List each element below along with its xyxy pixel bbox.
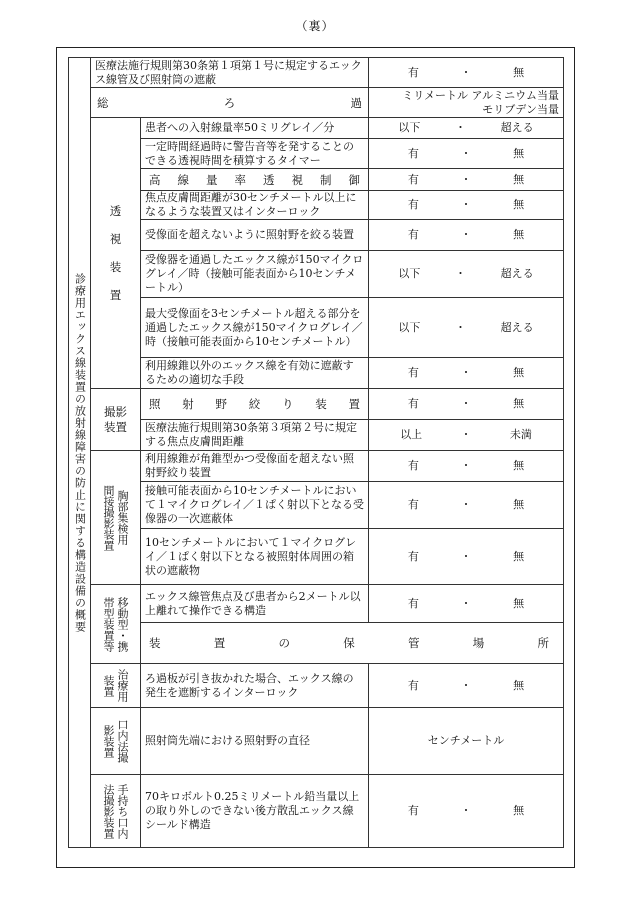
structure-table xyxy=(68,57,564,848)
option-2[interactable]: 無 xyxy=(513,366,525,379)
row-label: 10センチメートルにおいて１マイクログレイ／１ぱく射以下となる被照射体周囲の箱状の遮蔽物 xyxy=(141,529,369,585)
option-1[interactable]: 以下 xyxy=(398,320,421,334)
row-label: 受像面を超えないように照射野を絞る装置 xyxy=(141,220,369,251)
option-1[interactable]: 有 xyxy=(407,65,419,79)
row-label: 70キロボルト0.25ミリメートル鉛当量以上の取り外しのできない後方散乱エックス線シールド構造 xyxy=(141,775,369,848)
row-mobile-1 xyxy=(69,585,564,623)
option-group: 有 ・ 無 xyxy=(407,804,525,817)
option-group: 以下 ・ 超える xyxy=(398,121,534,134)
row-label: 受像器を通過したエックス線が150マイクログレイ／時（接触可能表面から10センチメートル） xyxy=(141,251,369,298)
option-1[interactable]: 有 xyxy=(407,459,419,472)
row-fluoro-5 xyxy=(69,220,564,251)
option-sep: ・ xyxy=(460,65,472,79)
option-group: 以上 ・ 未満 xyxy=(400,428,532,441)
option-2[interactable]: 無 xyxy=(513,498,525,511)
row-label: 接触可能表面から10センチメートルにおいて１マイクログレイ／１ぱく射以下となる受像器の一次遮蔽体 xyxy=(141,482,369,529)
option-1[interactable]: 以下 xyxy=(398,267,421,280)
row-label: 高 線 量 率 透 視 制 御 xyxy=(141,169,369,191)
option-group: 有 ・ 無 xyxy=(407,172,525,186)
row-fluoro-1 xyxy=(69,118,564,139)
row-label: エックス線管焦点及び患者から2メートル以上離れて操作できる構造 xyxy=(141,585,369,623)
category-mobile-portable: 移動型・携 帯型装置等 xyxy=(91,585,141,664)
diameter-unit[interactable]: センチメートル xyxy=(369,708,564,775)
option-group: 以下 ・ 超える xyxy=(398,320,534,334)
option-group: 有 ・ 無 xyxy=(407,198,525,211)
option-group: 有 ・ 無 xyxy=(407,366,525,379)
option-group: 有 ・ 無 xyxy=(407,459,525,472)
option-1[interactable]: 有 xyxy=(407,397,419,410)
option-2[interactable]: 無 xyxy=(513,198,525,211)
option-2[interactable]: 超える xyxy=(500,267,534,280)
filtration-units[interactable] xyxy=(369,88,564,118)
row-label: 照 射 野 絞 り 装 置 xyxy=(141,389,369,420)
option-group: 有 ・ 無 xyxy=(407,397,525,410)
row-handheld xyxy=(69,775,564,848)
category-handheld-intraoral: 手持ち口内 法撮影装置 xyxy=(91,775,141,848)
option-2[interactable]: 無 xyxy=(513,146,525,160)
storage-location-row: 装 置 の 保 管 場 所 xyxy=(141,623,564,664)
option-2[interactable]: 超える xyxy=(500,320,534,334)
option-2[interactable]: 無 xyxy=(513,65,525,79)
unit-aluminium: ミリメートル アルミニウム当量 xyxy=(402,88,560,102)
option-group: 以下 ・ 超える xyxy=(398,267,534,280)
option-1[interactable]: 有 xyxy=(407,804,419,817)
row-label: 医療法施行規則第30条第１項第１号に規定するエックス線管及び照射筒の遮蔽 xyxy=(91,58,369,88)
option-1[interactable]: 有 xyxy=(407,549,419,563)
option-2[interactable]: 無 xyxy=(513,549,525,563)
option-1[interactable]: 以下 xyxy=(398,121,421,134)
row-label: 照射筒先端における照射野の直径 xyxy=(141,708,369,775)
option-1[interactable]: 有 xyxy=(407,228,419,241)
option-2[interactable]: 無 xyxy=(513,459,525,472)
option-2[interactable]: 超える xyxy=(500,121,534,134)
row-fluoro-4 xyxy=(69,191,564,220)
option-1[interactable]: 有 xyxy=(407,146,419,160)
option-group: 有 ・ 無 xyxy=(407,596,525,610)
row-label: 焦点皮膚間距離が30センチメートル以上になるような装置又はインターロック xyxy=(141,191,369,220)
row-fluoro-7 xyxy=(69,298,564,358)
row-intraoral xyxy=(69,708,564,775)
unit-molybdenum: モリブデン当量 xyxy=(482,102,560,116)
option-2[interactable]: 未満 xyxy=(509,428,532,441)
row-fluoro-8 xyxy=(69,358,564,389)
row-label: 総 ろ 過 xyxy=(91,88,369,118)
category-intraoral: 口内法撮 影装置 xyxy=(91,708,141,775)
row-radiography-2 xyxy=(69,420,564,451)
row-chest-1 xyxy=(69,451,564,482)
option-1[interactable]: 有 xyxy=(407,172,419,186)
option-group: 有 ・ 無 xyxy=(407,498,525,511)
option-2[interactable]: 無 xyxy=(513,228,525,241)
category-chest-screening: 胸部集検用 間接撮影装置 xyxy=(91,451,141,585)
row-therapy xyxy=(69,664,564,708)
row-fluoro-3 xyxy=(69,169,564,191)
option-1[interactable]: 有 xyxy=(407,198,419,211)
row-tube-shielding xyxy=(69,58,564,88)
option-2[interactable]: 無 xyxy=(513,804,525,817)
row-label: 患者への入射線量率50ミリグレイ／分 xyxy=(141,118,369,139)
option-2[interactable]: 無 xyxy=(513,678,525,692)
category-radiography: 撮影装置 xyxy=(91,389,141,451)
row-fluoro-6 xyxy=(69,251,564,298)
option-2[interactable]: 無 xyxy=(513,596,525,610)
row-label: 医療法施行規則第30条第３項第２号に規定する焦点皮膚間距離 xyxy=(141,420,369,451)
option-group: 有 ・ 無 xyxy=(407,549,525,563)
option-1[interactable]: 以上 xyxy=(400,428,423,441)
option-group: 有 ・ 無 xyxy=(407,146,525,160)
option-1[interactable]: 有 xyxy=(407,498,419,511)
row-chest-3 xyxy=(69,529,564,585)
row-label: 一定時間経過時に警告音等を発することのできる透視時間を積算するタイマー xyxy=(141,139,369,169)
category-therapy: 治療用 装置 xyxy=(91,664,141,708)
option-group: 有 ・ 無 xyxy=(407,678,525,692)
option-2[interactable]: 無 xyxy=(513,172,525,186)
row-label: 利用線錐が角錐型かつ受像面を超えない照射野絞り装置 xyxy=(141,451,369,482)
row-label: ろ過板が引き抜かれた場合、エックス線の発生を遮断するインターロック xyxy=(141,664,369,708)
page-header: （裏） xyxy=(295,19,335,33)
category-fluoroscopy: 透 視 装 置 xyxy=(91,118,141,389)
row-fluoro-2 xyxy=(69,139,564,169)
option-1[interactable]: 有 xyxy=(407,596,419,610)
row-total-filtration xyxy=(69,88,564,118)
row-label: 利用線錐以外のエックス線を有効に遮蔽するための適切な手段 xyxy=(141,358,369,389)
row-mobile-2 xyxy=(69,623,564,664)
option-2[interactable]: 無 xyxy=(513,397,525,410)
option-group: 有 ・ 無 xyxy=(407,228,525,241)
option-1[interactable]: 有 xyxy=(407,678,419,692)
row-chest-2 xyxy=(69,482,564,529)
section-title: 診療用エックス線装置の放射線障害の防止に関する構造設備の概要 xyxy=(69,58,91,848)
row-label: 最大受像面を3センチメートル超える部分を通過したエックス線が150マイクログレイ／時（接触可能表面から10センチメートル） xyxy=(141,298,369,358)
option-1[interactable]: 有 xyxy=(407,366,419,379)
option-group xyxy=(373,66,559,80)
row-radiography-1 xyxy=(69,389,564,420)
